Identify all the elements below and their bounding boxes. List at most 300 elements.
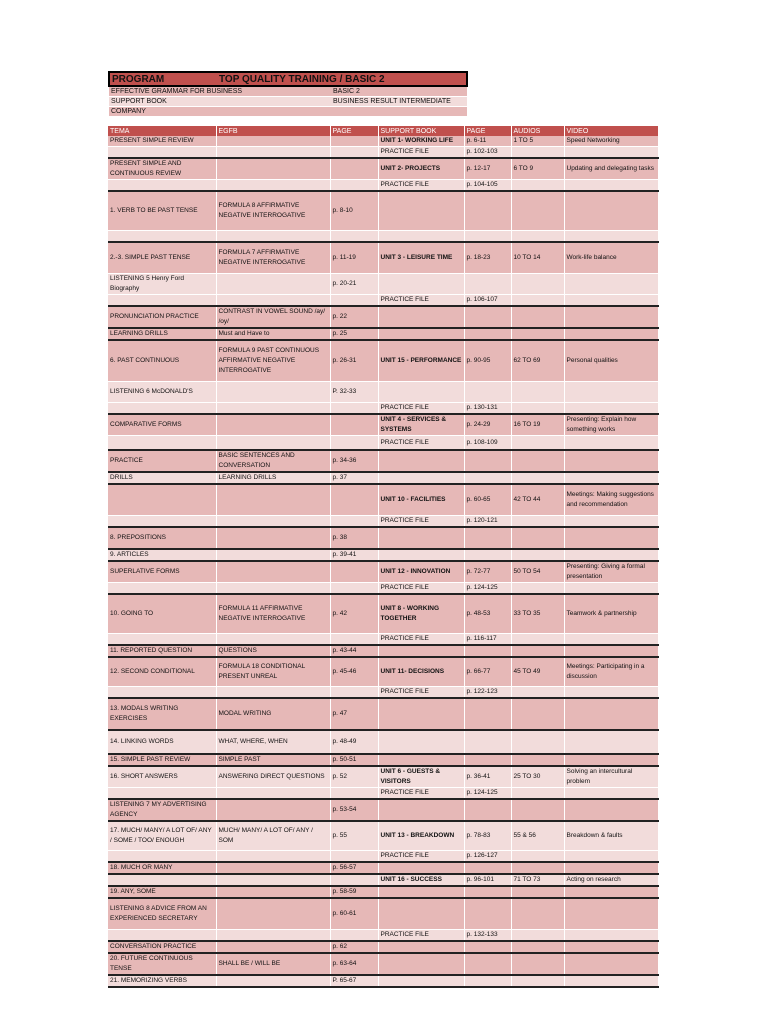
cell-egfb: [216, 527, 330, 549]
cell-support-page: [464, 941, 511, 953]
cell-audios: [511, 645, 564, 657]
cell-video: [564, 862, 658, 874]
table-row: [108, 450, 658, 472]
cell-page: p. 56-57: [330, 862, 378, 874]
cell-tema: 12. SECOND CONDITIONAL: [108, 657, 216, 687]
program-header-table: [108, 71, 468, 117]
cell-support-book: PRACTICE FILE: [378, 687, 464, 699]
table-row: [108, 516, 658, 528]
cell-support-page: [464, 549, 511, 561]
cell-support-page: p. 106-107: [464, 295, 511, 307]
cell-tema: 16. SHORT ANSWERS: [108, 766, 216, 788]
cell-video: [564, 472, 658, 484]
cell-video: [564, 788, 658, 800]
cell-video: [564, 295, 658, 307]
cell-support-book: PRACTICE FILE: [378, 295, 464, 307]
cell-video: [564, 886, 658, 898]
cell-egfb: [216, 561, 330, 583]
cell-page: P. 32-33: [330, 382, 378, 403]
cell-egfb: SHALL BE / WILL BE: [216, 953, 330, 975]
cell-support-page: p. 130-131: [464, 403, 511, 415]
cell-audios: 10 TO 14: [511, 242, 564, 274]
cell-page: [330, 583, 378, 595]
cell-tema: 18. MUCH OR MANY: [108, 862, 216, 874]
cell-page: [330, 687, 378, 699]
cell-page: p. 63-64: [330, 953, 378, 975]
cell-audios: [511, 788, 564, 800]
cell-video: Presenting: Giving a formal presentation: [564, 561, 658, 583]
cell-support-page: p. 18-23: [464, 242, 511, 274]
cell-support-page: [464, 274, 511, 295]
cell-support-page: p. 24-29: [464, 414, 511, 436]
table-row: [108, 472, 658, 484]
table-row: [108, 930, 658, 942]
cell-support-book: [378, 886, 464, 898]
cell-support-book: [378, 799, 464, 821]
table-row: [108, 594, 658, 634]
cell-support-page: [464, 975, 511, 987]
table-row: [108, 158, 658, 180]
col-header-audios: AUDIOS: [511, 126, 564, 136]
cell-audios: [511, 549, 564, 561]
cell-audios: [511, 403, 564, 415]
cell-support-book: PRACTICE FILE: [378, 930, 464, 942]
cell-audios: [511, 687, 564, 699]
cell-page: p. 22: [330, 306, 378, 328]
table-row: [108, 799, 658, 821]
header-row-left: SUPPORT BOOK: [109, 97, 331, 107]
table-row: [108, 403, 658, 415]
cell-support-book: UNIT 2- PROJECTS: [378, 158, 464, 180]
table-row: [108, 527, 658, 549]
cell-support-page: [464, 191, 511, 231]
cell-support-page: p. 132-133: [464, 930, 511, 942]
cell-page: p. 58-59: [330, 886, 378, 898]
cell-audios: 71 TO 73: [511, 874, 564, 886]
cell-egfb: [216, 583, 330, 595]
cell-support-book: [378, 941, 464, 953]
table-row: [108, 561, 658, 583]
table-header-row: [108, 126, 658, 136]
cell-video: [564, 941, 658, 953]
cell-support-page: p. 6-11: [464, 136, 511, 147]
cell-support-book: [378, 975, 464, 987]
cell-tema: [108, 851, 216, 863]
cell-tema: 17. MUCH/ MANY/ A LOT OF/ ANY / SOME / TOO/ ENOUGH: [108, 821, 216, 851]
header-row: [109, 97, 467, 107]
cell-tema: [108, 231, 216, 243]
cell-egfb: [216, 874, 330, 886]
table-row: [108, 862, 658, 874]
cell-video: [564, 953, 658, 975]
cell-video: [564, 754, 658, 766]
table-row: [108, 687, 658, 699]
table-row: [108, 953, 658, 975]
cell-audios: [511, 851, 564, 863]
cell-support-book: UNIT 1- WORKING LIFE: [378, 136, 464, 147]
table-row: [108, 645, 658, 657]
cell-support-book: UNIT 12 - INNOVATION: [378, 561, 464, 583]
cell-tema: 8. PREPOSITIONS: [108, 527, 216, 549]
cell-audios: [511, 472, 564, 484]
header-row-right: BUSINESS RESULT INTERMEDIATE: [331, 97, 467, 107]
cell-support-page: p. 104-105: [464, 180, 511, 192]
cell-page: p. 43-44: [330, 645, 378, 657]
cell-tema: [108, 634, 216, 646]
cell-audios: 6 TO 9: [511, 158, 564, 180]
cell-video: [564, 851, 658, 863]
cell-egfb: [216, 975, 330, 987]
cell-support-book: [378, 898, 464, 930]
cell-support-page: p. 116-117: [464, 634, 511, 646]
cell-support-page: p. 96-101: [464, 874, 511, 886]
cell-video: [564, 583, 658, 595]
cell-page: [330, 147, 378, 159]
cell-tema: PRESENT SIMPLE REVIEW: [108, 136, 216, 147]
cell-video: [564, 645, 658, 657]
cell-egfb: [216, 147, 330, 159]
table-row: [108, 583, 658, 595]
cell-audios: [511, 886, 564, 898]
cell-support-book: [378, 231, 464, 243]
cell-tema: 13. MODALS WRITING EXERCISES: [108, 698, 216, 730]
cell-egfb: QUESTIONS: [216, 645, 330, 657]
cell-support-book: UNIT 8 - WORKING TOGETHER: [378, 594, 464, 634]
cell-support-book: [378, 730, 464, 754]
cell-support-page: [464, 231, 511, 243]
table-row: [108, 634, 658, 646]
cell-video: [564, 180, 658, 192]
cell-support-page: p. 48-53: [464, 594, 511, 634]
cell-support-book: UNIT 16 - SUCCESS: [378, 874, 464, 886]
cell-egfb: FORMULA 18 CONDITIONAL PRESENT UNREAL: [216, 657, 330, 687]
cell-page: P. 65-67: [330, 975, 378, 987]
cell-audios: 1 TO 5: [511, 136, 564, 147]
cell-egfb: FORMULA 8 AFFIRMATIVE NEGATIVE INTERROGATIVE: [216, 191, 330, 231]
cell-audios: 25 TO 30: [511, 766, 564, 788]
cell-tema: [108, 930, 216, 942]
cell-support-page: [464, 953, 511, 975]
table-row: [108, 180, 658, 192]
cell-support-book: PRACTICE FILE: [378, 851, 464, 863]
cell-tema: [108, 436, 216, 451]
cell-support-page: [464, 306, 511, 328]
cell-support-book: PRACTICE FILE: [378, 516, 464, 528]
syllabus-table: [108, 126, 659, 988]
cell-page: p. 11-19: [330, 242, 378, 274]
cell-page: p. 37: [330, 472, 378, 484]
cell-video: Meetings: Participating in a discussion: [564, 657, 658, 687]
cell-video: [564, 799, 658, 821]
cell-tema: DRILLS: [108, 472, 216, 484]
cell-egfb: [216, 516, 330, 528]
cell-video: [564, 274, 658, 295]
cell-page: [330, 516, 378, 528]
table-row: [108, 436, 658, 451]
cell-page: p. 53-54: [330, 799, 378, 821]
table-row: [108, 414, 658, 436]
cell-video: [564, 898, 658, 930]
cell-tema: LISTENING 7 MY ADVERTISING AGENCY: [108, 799, 216, 821]
program-title-row: [109, 72, 467, 86]
cell-page: p. 34-36: [330, 450, 378, 472]
cell-tema: [108, 147, 216, 159]
cell-page: [330, 561, 378, 583]
cell-audios: 55 & 56: [511, 821, 564, 851]
cell-egfb: MUCH/ MANY/ A LOT OF/ ANY / SOM: [216, 821, 330, 851]
cell-support-book: UNIT 6 - GUESTS & VISITORS: [378, 766, 464, 788]
cell-egfb: CONTRAST IN VOWEL SOUND /ay/ /oy/: [216, 306, 330, 328]
cell-video: [564, 634, 658, 646]
table-row: [108, 754, 658, 766]
table-row: [108, 306, 658, 328]
cell-page: p. 55: [330, 821, 378, 851]
cell-video: Personal qualities: [564, 340, 658, 382]
cell-egfb: [216, 436, 330, 451]
cell-support-book: [378, 191, 464, 231]
cell-egfb: Must and Have to: [216, 328, 330, 340]
cell-audios: 45 TO 49: [511, 657, 564, 687]
cell-tema: PRESENT SIMPLE AND CONTINUOUS REVIEW: [108, 158, 216, 180]
cell-egfb: [216, 274, 330, 295]
cell-audios: [511, 147, 564, 159]
cell-audios: [511, 698, 564, 730]
header-row: [109, 86, 467, 97]
cell-support-book: PRACTICE FILE: [378, 583, 464, 595]
cell-tema: CONVERSATION PRACTICE: [108, 941, 216, 953]
cell-egfb: [216, 788, 330, 800]
cell-egfb: [216, 687, 330, 699]
cell-page: p. 47: [330, 698, 378, 730]
header-row-right: BASIC 2: [331, 86, 467, 97]
table-row: [108, 730, 658, 754]
cell-page: [330, 930, 378, 942]
cell-tema: 20. FUTURE CONTINUOUS TENSE: [108, 953, 216, 975]
cell-support-book: [378, 754, 464, 766]
cell-support-page: p. 122-123: [464, 687, 511, 699]
cell-video: Work-life balance: [564, 242, 658, 274]
cell-audios: [511, 231, 564, 243]
cell-support-page: [464, 898, 511, 930]
cell-egfb: [216, 886, 330, 898]
cell-tema: [108, 403, 216, 415]
cell-video: Presenting: Explain how something works: [564, 414, 658, 436]
col-header-egfb: EGFB: [216, 126, 330, 136]
cell-tema: 11. REPORTED QUESTION: [108, 645, 216, 657]
cell-page: p. 62: [330, 941, 378, 953]
cell-video: [564, 328, 658, 340]
table-row: [108, 766, 658, 788]
cell-video: [564, 698, 658, 730]
cell-audios: [511, 634, 564, 646]
cell-video: [564, 436, 658, 451]
table-row: [108, 821, 658, 851]
cell-audios: [511, 274, 564, 295]
cell-audios: [511, 730, 564, 754]
table-row: [108, 851, 658, 863]
cell-egfb: FORMULA 7 AFFIRMATIVE NEGATIVE INTERROGATIVE: [216, 242, 330, 274]
cell-video: [564, 975, 658, 987]
cell-support-book: PRACTICE FILE: [378, 403, 464, 415]
cell-tema: LEARNING DRILLS: [108, 328, 216, 340]
cell-tema: 1. VERB TO BE PAST TENSE: [108, 191, 216, 231]
cell-video: [564, 516, 658, 528]
table-row: [108, 328, 658, 340]
cell-audios: [511, 953, 564, 975]
table-row: [108, 788, 658, 800]
table-row: [108, 242, 658, 274]
cell-support-page: [464, 698, 511, 730]
cell-video: [564, 403, 658, 415]
cell-video: [564, 687, 658, 699]
cell-support-page: p. 90-95: [464, 340, 511, 382]
col-header-support-book: SUPPORT BOOK: [378, 126, 464, 136]
table-row: [108, 274, 658, 295]
cell-page: [330, 158, 378, 180]
header-row-left: EFFECTIVE GRAMMAR FOR BUSINESS: [109, 86, 331, 97]
cell-egfb: [216, 634, 330, 646]
cell-audios: [511, 799, 564, 821]
cell-video: Meetings: Making suggestions and recommendation: [564, 484, 658, 516]
cell-page: p. 50-51: [330, 754, 378, 766]
cell-audios: [511, 191, 564, 231]
cell-audios: [511, 295, 564, 307]
cell-page: p. 38: [330, 527, 378, 549]
cell-support-book: PRACTICE FILE: [378, 634, 464, 646]
cell-tema: SUPERLATIVE FORMS: [108, 561, 216, 583]
cell-video: Breakdown & faults: [564, 821, 658, 851]
table-row: [108, 484, 658, 516]
cell-tema: LISTENING 5 Henry Ford Biography: [108, 274, 216, 295]
table-row: [108, 549, 658, 561]
program-label: PROGRAM: [109, 72, 217, 86]
cell-audios: [511, 382, 564, 403]
cell-audios: 50 TO 54: [511, 561, 564, 583]
cell-audios: [511, 898, 564, 930]
cell-tema: [108, 874, 216, 886]
cell-page: [330, 436, 378, 451]
cell-video: [564, 527, 658, 549]
cell-egfb: [216, 231, 330, 243]
cell-video: [564, 231, 658, 243]
cell-tema: 6. PAST CONTINUOUS: [108, 340, 216, 382]
cell-page: p. 25: [330, 328, 378, 340]
cell-tema: [108, 484, 216, 516]
cell-support-page: p. 66-77: [464, 657, 511, 687]
cell-page: [330, 414, 378, 436]
cell-video: Speed Networking: [564, 136, 658, 147]
cell-tema: 10. GOING TO: [108, 594, 216, 634]
cell-page: [330, 851, 378, 863]
table-row: [108, 340, 658, 382]
cell-tema: 14. LINKING WORDS: [108, 730, 216, 754]
cell-egfb: [216, 851, 330, 863]
cell-page: p. 60-61: [330, 898, 378, 930]
cell-page: [330, 634, 378, 646]
cell-tema: PRONUNCIATION PRACTICE: [108, 306, 216, 328]
header-row-left: COMPANY: [109, 107, 331, 117]
cell-tema: 2.-3. SIMPLE PAST TENSE: [108, 242, 216, 274]
cell-support-page: [464, 730, 511, 754]
cell-page: p. 39-41: [330, 549, 378, 561]
cell-egfb: [216, 799, 330, 821]
cell-support-page: [464, 886, 511, 898]
cell-audios: [511, 436, 564, 451]
cell-page: [330, 136, 378, 147]
cell-support-book: UNIT 13 - BREAKDOWN: [378, 821, 464, 851]
cell-support-book: PRACTICE FILE: [378, 147, 464, 159]
cell-audios: [511, 527, 564, 549]
cell-egfb: [216, 414, 330, 436]
cell-support-page: [464, 527, 511, 549]
cell-video: [564, 549, 658, 561]
cell-audios: [511, 306, 564, 328]
cell-support-book: [378, 862, 464, 874]
cell-page: p. 45-46: [330, 657, 378, 687]
table-row: [108, 874, 658, 886]
cell-support-page: [464, 450, 511, 472]
cell-support-book: UNIT 3 - LEISURE TIME: [378, 242, 464, 274]
cell-page: [330, 874, 378, 886]
cell-page: p. 42: [330, 594, 378, 634]
cell-video: Solving an intercultural problem: [564, 766, 658, 788]
cell-page: [330, 403, 378, 415]
cell-page: [330, 231, 378, 243]
cell-support-page: p. 60-65: [464, 484, 511, 516]
cell-audios: 16 TO 19: [511, 414, 564, 436]
cell-video: [564, 450, 658, 472]
cell-page: [330, 295, 378, 307]
cell-egfb: [216, 484, 330, 516]
col-header-support-page: PAGE: [464, 126, 511, 136]
cell-tema: [108, 295, 216, 307]
cell-tema: [108, 687, 216, 699]
cell-egfb: [216, 403, 330, 415]
cell-egfb: [216, 862, 330, 874]
cell-audios: [511, 450, 564, 472]
table-row: [108, 657, 658, 687]
cell-egfb: [216, 158, 330, 180]
cell-audios: [511, 975, 564, 987]
header-row-right: [331, 107, 467, 117]
cell-audios: [511, 328, 564, 340]
cell-support-page: p. 124-125: [464, 583, 511, 595]
table-row: [108, 147, 658, 159]
cell-support-page: p. 36-41: [464, 766, 511, 788]
cell-support-book: [378, 450, 464, 472]
cell-egfb: BASIC SENTENCES AND CONVERSATION: [216, 450, 330, 472]
cell-egfb: MODAL WRITING: [216, 698, 330, 730]
cell-page: p. 48-49: [330, 730, 378, 754]
cell-audios: [511, 754, 564, 766]
cell-audios: [511, 862, 564, 874]
cell-video: Updating and delegating tasks: [564, 158, 658, 180]
cell-egfb: [216, 180, 330, 192]
cell-support-page: p. 108-109: [464, 436, 511, 451]
cell-tema: [108, 516, 216, 528]
table-row: [108, 382, 658, 403]
cell-support-page: p. 124-125: [464, 788, 511, 800]
table-row: [108, 231, 658, 243]
cell-tema: PRACTICE: [108, 450, 216, 472]
cell-support-book: UNIT 10 - FACILITIES: [378, 484, 464, 516]
cell-support-page: [464, 328, 511, 340]
table-row: [108, 191, 658, 231]
cell-support-book: UNIT 15 - PERFORMANCE: [378, 340, 464, 382]
cell-support-page: [464, 645, 511, 657]
cell-audios: [511, 516, 564, 528]
cell-support-book: PRACTICE FILE: [378, 788, 464, 800]
